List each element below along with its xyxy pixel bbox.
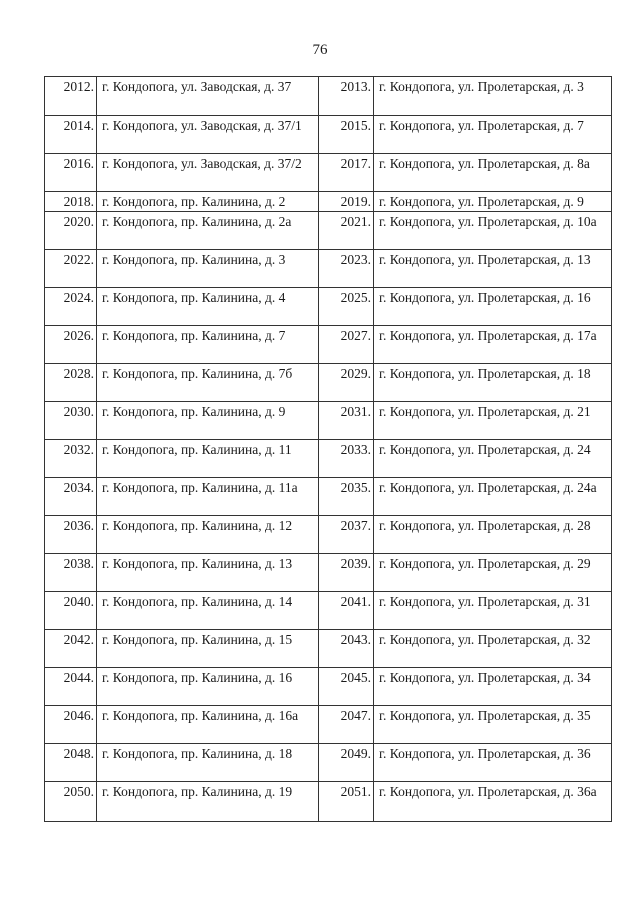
address-cell: г. Кондопога, ул. Пролетарская, д. 31 — [374, 592, 612, 630]
table-row — [45, 440, 612, 478]
table-row — [45, 192, 612, 212]
row-number-cell: 2024. — [45, 288, 97, 326]
table-row — [45, 744, 612, 782]
row-number-cell: 2034. — [45, 478, 97, 516]
row-number-cell: 2048. — [45, 744, 97, 782]
table-row — [45, 554, 612, 592]
row-number-cell: 2042. — [45, 630, 97, 668]
row-number-cell: 2031. — [319, 402, 374, 440]
address-cell: г. Кондопога, ул. Пролетарская, д. 17а — [374, 326, 612, 364]
row-number-cell: 2029. — [319, 364, 374, 402]
address-cell: г. Кондопога, ул. Пролетарская, д. 13 — [374, 250, 612, 288]
address-cell: г. Кондопога, пр. Калинина, д. 9 — [97, 402, 319, 440]
row-number-cell: 2028. — [45, 364, 97, 402]
address-cell: г. Кондопога, ул. Пролетарская, д. 16 — [374, 288, 612, 326]
row-number-cell: 2021. — [319, 212, 374, 250]
table-row — [45, 364, 612, 402]
address-cell: г. Кондопога, ул. Пролетарская, д. 35 — [374, 706, 612, 744]
address-cell: г. Кондопога, пр. Калинина, д. 16 — [97, 668, 319, 706]
row-number-cell: 2039. — [319, 554, 374, 592]
row-number-cell: 2030. — [45, 402, 97, 440]
row-number-cell: 2045. — [319, 668, 374, 706]
row-number-cell: 2017. — [319, 154, 374, 192]
address-cell: г. Кондопога, пр. Калинина, д. 11 — [97, 440, 319, 478]
table-row — [45, 668, 612, 706]
row-number-cell: 2038. — [45, 554, 97, 592]
address-cell: г. Кондопога, ул. Заводская, д. 37 — [97, 77, 319, 116]
table-row — [45, 782, 612, 822]
table-row — [45, 630, 612, 668]
row-number-cell: 2023. — [319, 250, 374, 288]
table-row — [45, 402, 612, 440]
table-row — [45, 116, 612, 154]
address-cell: г. Кондопога, пр. Калинина, д. 13 — [97, 554, 319, 592]
row-number-cell: 2043. — [319, 630, 374, 668]
table-row — [45, 288, 612, 326]
address-cell: г. Кондопога, пр. Калинина, д. 4 — [97, 288, 319, 326]
address-cell: г. Кондопога, пр. Калинина, д. 15 — [97, 630, 319, 668]
row-number-cell: 2046. — [45, 706, 97, 744]
address-cell: г. Кондопога, пр. Калинина, д. 7б — [97, 364, 319, 402]
address-cell: г. Кондопога, ул. Пролетарская, д. 10а — [374, 212, 612, 250]
row-number-cell: 2044. — [45, 668, 97, 706]
row-number-cell: 2050. — [45, 782, 97, 822]
address-cell: г. Кондопога, ул. Пролетарская, д. 9 — [374, 192, 612, 212]
page-number: 76 — [312, 42, 328, 58]
row-number-cell: 2033. — [319, 440, 374, 478]
row-number-cell: 2027. — [319, 326, 374, 364]
row-number-cell: 2049. — [319, 744, 374, 782]
address-cell: г. Кондопога, ул. Заводская, д. 37/2 — [97, 154, 319, 192]
row-number-cell: 2026. — [45, 326, 97, 364]
table-row — [45, 706, 612, 744]
address-cell: г. Кондопога, ул. Пролетарская, д. 7 — [374, 116, 612, 154]
row-number-cell: 2025. — [319, 288, 374, 326]
table-row — [45, 592, 612, 630]
row-number-cell: 2012. — [45, 77, 97, 116]
table-row — [45, 326, 612, 364]
row-number-cell: 2015. — [319, 116, 374, 154]
row-number-cell: 2035. — [319, 478, 374, 516]
address-cell: г. Кондопога, ул. Пролетарская, д. 36 — [374, 744, 612, 782]
row-number-cell: 2037. — [319, 516, 374, 554]
row-number-cell: 2040. — [45, 592, 97, 630]
table-row — [45, 250, 612, 288]
address-cell: г. Кондопога, ул. Пролетарская, д. 28 — [374, 516, 612, 554]
address-cell: г. Кондопога, пр. Калинина, д. 2 — [97, 192, 319, 212]
table-row — [45, 77, 612, 116]
address-cell: г. Кондопога, ул. Пролетарская, д. 3 — [374, 77, 612, 116]
address-cell: г. Кондопога, пр. Калинина, д. 11а — [97, 478, 319, 516]
address-cell: г. Кондопога, пр. Калинина, д. 18 — [97, 744, 319, 782]
address-cell: г. Кондопога, пр. Калинина, д. 14 — [97, 592, 319, 630]
address-table — [44, 76, 612, 822]
address-cell: г. Кондопога, ул. Пролетарская, д. 18 — [374, 364, 612, 402]
row-number-cell: 2020. — [45, 212, 97, 250]
address-cell: г. Кондопога, ул. Заводская, д. 37/1 — [97, 116, 319, 154]
address-cell: г. Кондопога, пр. Калинина, д. 3 — [97, 250, 319, 288]
table-row — [45, 154, 612, 192]
address-cell: г. Кондопога, ул. Пролетарская, д. 8а — [374, 154, 612, 192]
address-cell: г. Кондопога, ул. Пролетарская, д. 36а — [374, 782, 612, 822]
row-number-cell: 2019. — [319, 192, 374, 212]
address-cell: г. Кондопога, ул. Пролетарская, д. 24а — [374, 478, 612, 516]
address-cell: г. Кондопога, пр. Калинина, д. 7 — [97, 326, 319, 364]
address-cell: г. Кондопога, ул. Пролетарская, д. 29 — [374, 554, 612, 592]
address-cell: г. Кондопога, ул. Пролетарская, д. 32 — [374, 630, 612, 668]
table-row — [45, 516, 612, 554]
table-row — [45, 212, 612, 250]
address-cell: г. Кондопога, пр. Калинина, д. 16а — [97, 706, 319, 744]
address-cell: г. Кондопога, ул. Пролетарская, д. 21 — [374, 402, 612, 440]
row-number-cell: 2051. — [319, 782, 374, 822]
row-number-cell: 2013. — [319, 77, 374, 116]
row-number-cell: 2022. — [45, 250, 97, 288]
table-row — [45, 478, 612, 516]
address-cell: г. Кондопога, пр. Калинина, д. 12 — [97, 516, 319, 554]
address-cell: г. Кондопога, ул. Пролетарская, д. 24 — [374, 440, 612, 478]
row-number-cell: 2047. — [319, 706, 374, 744]
row-number-cell: 2036. — [45, 516, 97, 554]
address-cell: г. Кондопога, пр. Калинина, д. 2а — [97, 212, 319, 250]
row-number-cell: 2032. — [45, 440, 97, 478]
address-cell: г. Кондопога, ул. Пролетарская, д. 34 — [374, 668, 612, 706]
row-number-cell: 2018. — [45, 192, 97, 212]
row-number-cell: 2041. — [319, 592, 374, 630]
row-number-cell: 2016. — [45, 154, 97, 192]
address-cell: г. Кондопога, пр. Калинина, д. 19 — [97, 782, 319, 822]
row-number-cell: 2014. — [45, 116, 97, 154]
